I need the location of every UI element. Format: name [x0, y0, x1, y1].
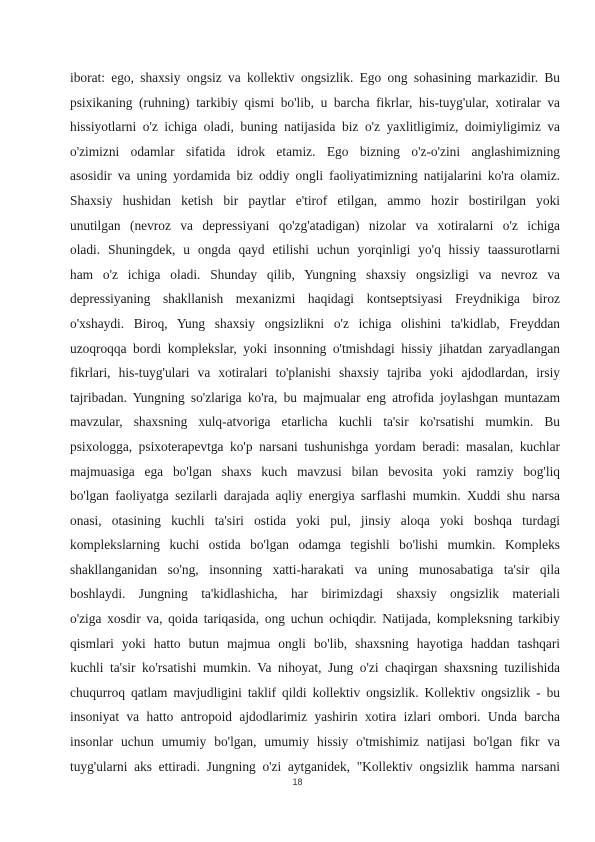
text-line: insonlar uchun umumiy bo'lgan, umumiy hissiy o'tmishimiz natijasi bo'lgan fikr va [70, 734, 560, 750]
text-line: o'ziga xosdir va, qoida tariqasida, ong uchun ochiqdir. Natijada, kompleksning tarkibiy [70, 611, 560, 627]
text-line: fikrlari, his-tuyg'ulari va xotiralari to'planishi shaxsiy tajriba yoki ajdodlardan, irsiy [70, 365, 560, 381]
text-line: iborat: ego, shaxsiy ongsiz va kollektiv ongsizlik. Ego ong sohasining markazidir. Bu [70, 70, 560, 85]
text-line: psixikaning (ruhning) tarkibiy qismi bo'lib, u barcha fikrlar, his-tuyg'ular, xotiralar va [70, 94, 560, 110]
text-line: oladi. Shuningdek, u ongda qayd etilishi uchun yorqinligi yo'q hissiy taassurotlarni [70, 242, 560, 258]
text-line: insoniyat va hatto antropoid ajdodlarimiz yashirin xotira izlari ombori. Unda barcha [70, 709, 560, 725]
text-line: shakllanganidan so'ng, insonning xatti-harakati va uning munosabatiga ta'sir qila [70, 561, 560, 577]
text-line: depressiyaning shakllanish mexanizmi haqidagi kontseptsiyasi Freydnikiga biroz [70, 291, 560, 307]
text-line: komplekslarning kuchi ostida bo'lgan odamga tegishli bo'lishi mumkin. Kompleks [70, 537, 560, 553]
text-line: psixologga, psixoterapevtga ko'p narsani tushunishga yordam beradi: masalan, kuchlar [70, 438, 560, 454]
text-line: o'xshaydi. Biroq, Yung shaxsiy ongsizlikni o'z ichiga olishini ta'kidlab, Freyddan [70, 315, 560, 331]
text-line: hissiyotlarni o'z ichiga oladi, buning natijasida biz o'z yaxlitligimiz, doimiyligimiz va [70, 119, 560, 135]
text-line: tuyg'ularni aks ettiradi. Jungning o'zi aytganidek, "Kollektiv ongsizlik hamma narsani [70, 758, 560, 774]
page-number: 18 [292, 777, 303, 787]
text-line: tajribadan. Yungning so'zlariga ko'ra, bu majmualar eng atrofida joylashgan muntazam [70, 389, 560, 405]
text-line: majmuasiga ega bo'lgan shaxs kuch mavzusi bilan bevosita yoki ramziy bog'liq [70, 463, 560, 479]
text-line: asosidir va uning yordamida biz oddiy ongli faoliyatimizning natijalarini ko'ra olamiz. [70, 168, 560, 184]
text-line: unutilgan (nevroz va depressiyani qo'zg'atadigan) nizolar va xotiralarni o'z ichiga [70, 217, 560, 233]
text-line: uzoqroqqa bordi komplekslar, yoki insonning o'tmishdagi hissiy jihatdan zaryadlangan [70, 340, 560, 356]
text-line: Shaxsiy hushidan ketish bir paytlar e'tirof etilgan, ammo hozir bostirilgan yoki [70, 192, 560, 208]
text-line: o'zimizni odamlar sifatida idrok etamiz. Ego bizning o'z-o'zini anglashimizning [70, 143, 560, 159]
text-line: qismlari yoki hatto butun majmua ongli bo'lib, shaxsning hayotiga haddan tashqari [70, 635, 560, 651]
text-line: onasi, otasining kuchli ta'siri ostida yoki pul, jinsiy aloqa yoki boshqa turdagi [70, 512, 560, 528]
text-line: ham o'z ichiga oladi. Shunday qilib, Yungning shaxsiy ongsizligi va nevroz va [70, 266, 560, 282]
text-line: boshlaydi. Jungning ta'kidlashicha, har birimizdagi shaxsiy ongsizlik materiali [70, 586, 560, 602]
text-line: bo'lgan faoliyatga sezilarli darajada aqliy energiya sarflashi mumkin. Xuddi shu narsa [70, 488, 560, 504]
text-line: chuqurroq qatlam mavjudligini taklif qildi kollektiv ongsizlik. Kollektiv ongsizlik - bu [70, 684, 560, 700]
document-body [70, 66, 560, 779]
text-line: mavzular, shaxsning xulq-atvoriga etarlicha kuchli ta'sir ko'rsatishi mumkin. Bu [70, 414, 560, 430]
text-line: kuchli ta'sir ko'rsatishi mumkin. Va nihoyat, Jung o'zi chaqirgan shaxsning tuzilishida [70, 660, 560, 676]
